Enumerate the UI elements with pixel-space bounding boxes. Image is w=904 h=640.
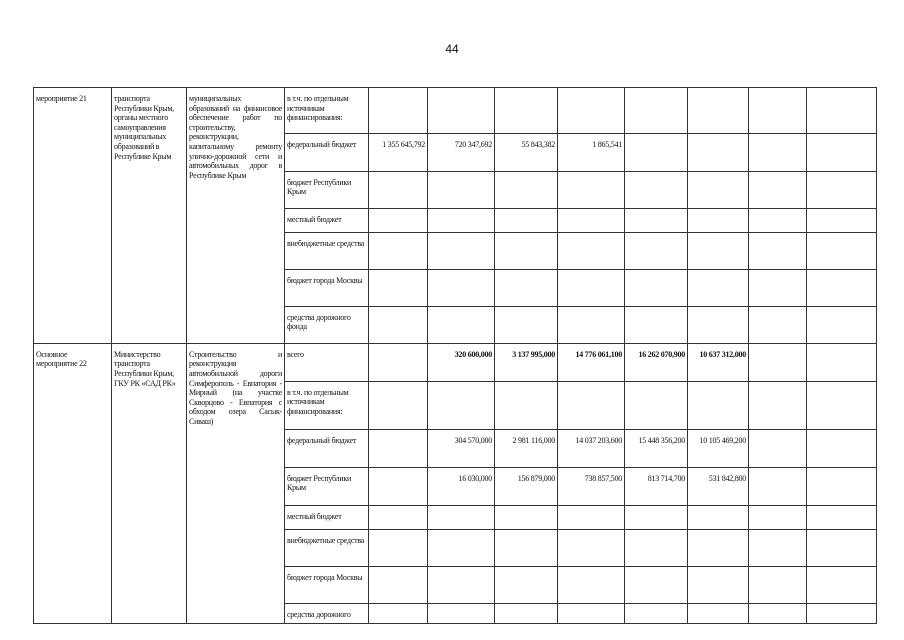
- value-cell: [495, 88, 558, 134]
- value-cell: 2 981 116,000: [495, 429, 558, 467]
- value-cell: [558, 381, 625, 429]
- value-cell: 1 865,541: [558, 134, 625, 172]
- value-cell: 531 842,800: [688, 467, 749, 505]
- value-cell: [749, 88, 807, 134]
- value-cell: 10 637 312,000: [688, 343, 749, 381]
- value-cell: 738 857,500: [558, 467, 625, 505]
- value-cell: [369, 505, 428, 529]
- value-cell: [807, 232, 877, 269]
- funding-source-cell: в т.ч. по отдельным источникам финансирования:: [285, 381, 369, 429]
- value-cell: [688, 232, 749, 269]
- value-cell: [495, 566, 558, 603]
- value-cell: [807, 269, 877, 306]
- funding-source-cell: бюджет города Москвы: [285, 566, 369, 603]
- value-cell: [688, 88, 749, 134]
- value-cell: 15 448 356,200: [625, 429, 688, 467]
- value-cell: [688, 566, 749, 603]
- value-cell: [625, 134, 688, 172]
- value-cell: [428, 381, 495, 429]
- funding-source-cell: внебюджетные средства: [285, 232, 369, 269]
- value-cell: [558, 603, 625, 623]
- funding-source-cell: средства дорожного фонда: [285, 306, 369, 343]
- value-cell: 55 843,382: [495, 134, 558, 172]
- value-cell: [369, 88, 428, 134]
- table-body: [34, 88, 877, 624]
- value-cell: [428, 306, 495, 343]
- value-cell: [495, 306, 558, 343]
- funding-source-cell: средства дорожного: [285, 603, 369, 623]
- value-cell: [749, 505, 807, 529]
- value-cell: [369, 306, 428, 343]
- value-cell: [428, 208, 495, 232]
- value-cell: [625, 505, 688, 529]
- value-cell: 16 262 070,900: [625, 343, 688, 381]
- description-cell: муниципальных образований на финансовое обеспечение работ по строительству, реконструкции, капитальному ремонту улично-дорожной сети и автомобильных дорог в Республике Крым: [187, 88, 285, 344]
- value-cell: 320 600,000: [428, 343, 495, 381]
- value-cell: [428, 603, 495, 623]
- value-cell: [749, 232, 807, 269]
- value-cell: 813 714,700: [625, 467, 688, 505]
- value-cell: 3 137 995,000: [495, 343, 558, 381]
- value-cell: [558, 269, 625, 306]
- value-cell: [749, 529, 807, 566]
- value-cell: [807, 208, 877, 232]
- value-cell: [749, 467, 807, 505]
- value-cell: [558, 505, 625, 529]
- value-cell: [749, 566, 807, 603]
- value-cell: [807, 566, 877, 603]
- funding-source-cell: в т.ч. по отдельным источникам финансирования:: [285, 88, 369, 134]
- value-cell: [369, 269, 428, 306]
- value-cell: [625, 566, 688, 603]
- value-cell: [749, 306, 807, 343]
- value-cell: [369, 603, 428, 623]
- value-cell: [688, 603, 749, 623]
- value-cell: [495, 269, 558, 306]
- executor-cell: Министерство транспорта Республики Крым, ГКУ РК «САД РК»: [112, 343, 187, 623]
- value-cell: [749, 134, 807, 172]
- funding-source-cell: федеральный бюджет: [285, 134, 369, 172]
- value-cell: [688, 134, 749, 172]
- value-cell: [749, 381, 807, 429]
- value-cell: [807, 505, 877, 529]
- value-cell: [749, 429, 807, 467]
- value-cell: [369, 343, 428, 381]
- table-row: [34, 88, 877, 134]
- value-cell: [495, 603, 558, 623]
- value-cell: [428, 171, 495, 208]
- value-cell: [749, 343, 807, 381]
- value-cell: [428, 529, 495, 566]
- event-name-cell: мероприятие 21: [34, 88, 112, 344]
- value-cell: [688, 381, 749, 429]
- value-cell: [625, 208, 688, 232]
- value-cell: [688, 505, 749, 529]
- funding-source-cell: внебюджетные средства: [285, 529, 369, 566]
- value-cell: [558, 208, 625, 232]
- value-cell: [688, 171, 749, 208]
- value-cell: 720 347,692: [428, 134, 495, 172]
- value-cell: [558, 566, 625, 603]
- value-cell: [369, 171, 428, 208]
- value-cell: [749, 208, 807, 232]
- funding-source-cell: бюджет Республики Крым: [285, 467, 369, 505]
- value-cell: [688, 208, 749, 232]
- value-cell: [428, 505, 495, 529]
- value-cell: [369, 208, 428, 232]
- value-cell: [807, 381, 877, 429]
- value-cell: [625, 88, 688, 134]
- value-cell: [807, 134, 877, 172]
- value-cell: [625, 381, 688, 429]
- value-cell: 1 355 645,792: [369, 134, 428, 172]
- value-cell: [625, 171, 688, 208]
- value-cell: [428, 232, 495, 269]
- value-cell: 14 037 203,600: [558, 429, 625, 467]
- value-cell: [625, 306, 688, 343]
- description-cell: Строительство и реконструкция автомобильной дороги Симферополь - Евпатория - Мирный (на участке Скворцово - Евпатория с обходом озера Сасык-Сиваш): [187, 343, 285, 623]
- value-cell: [558, 88, 625, 134]
- value-cell: [558, 529, 625, 566]
- funding-source-cell: местный бюджет: [285, 505, 369, 529]
- value-cell: [807, 343, 877, 381]
- value-cell: [807, 171, 877, 208]
- value-cell: [807, 529, 877, 566]
- value-cell: [807, 603, 877, 623]
- value-cell: [558, 306, 625, 343]
- value-cell: [558, 171, 625, 208]
- value-cell: [749, 171, 807, 208]
- value-cell: [495, 529, 558, 566]
- value-cell: [807, 429, 877, 467]
- value-cell: [369, 232, 428, 269]
- value-cell: [625, 603, 688, 623]
- value-cell: [688, 529, 749, 566]
- funding-table: [33, 87, 877, 624]
- value-cell: [625, 232, 688, 269]
- value-cell: [625, 529, 688, 566]
- value-cell: [369, 529, 428, 566]
- value-cell: [807, 306, 877, 343]
- event-name-cell: Основное мероприятие 22: [34, 343, 112, 623]
- executor-cell: транспорта Республики Крым, органы местного самоуправления муниципальных образований в Республике Крым: [112, 88, 187, 344]
- value-cell: 10 105 469,200: [688, 429, 749, 467]
- funding-source-cell: местный бюджет: [285, 208, 369, 232]
- table-row: [34, 343, 877, 381]
- value-cell: [807, 88, 877, 134]
- page-number: 44: [445, 42, 459, 56]
- value-cell: [369, 566, 428, 603]
- value-cell: [495, 232, 558, 269]
- value-cell: [625, 269, 688, 306]
- value-cell: 304 570,000: [428, 429, 495, 467]
- value-cell: 156 879,000: [495, 467, 558, 505]
- value-cell: [558, 232, 625, 269]
- value-cell: [749, 269, 807, 306]
- value-cell: 14 776 061,100: [558, 343, 625, 381]
- funding-source-cell: всего: [285, 343, 369, 381]
- value-cell: [688, 306, 749, 343]
- funding-source-cell: бюджет Республики Крым: [285, 171, 369, 208]
- value-cell: [495, 171, 558, 208]
- value-cell: [495, 208, 558, 232]
- value-cell: [749, 603, 807, 623]
- value-cell: [369, 429, 428, 467]
- value-cell: [369, 381, 428, 429]
- funding-source-cell: бюджет города Москвы: [285, 269, 369, 306]
- value-cell: [688, 269, 749, 306]
- value-cell: [428, 566, 495, 603]
- value-cell: [369, 467, 428, 505]
- value-cell: [807, 467, 877, 505]
- value-cell: [495, 505, 558, 529]
- value-cell: 16 030,000: [428, 467, 495, 505]
- value-cell: [428, 88, 495, 134]
- funding-source-cell: федеральный бюджет: [285, 429, 369, 467]
- value-cell: [428, 269, 495, 306]
- value-cell: [495, 381, 558, 429]
